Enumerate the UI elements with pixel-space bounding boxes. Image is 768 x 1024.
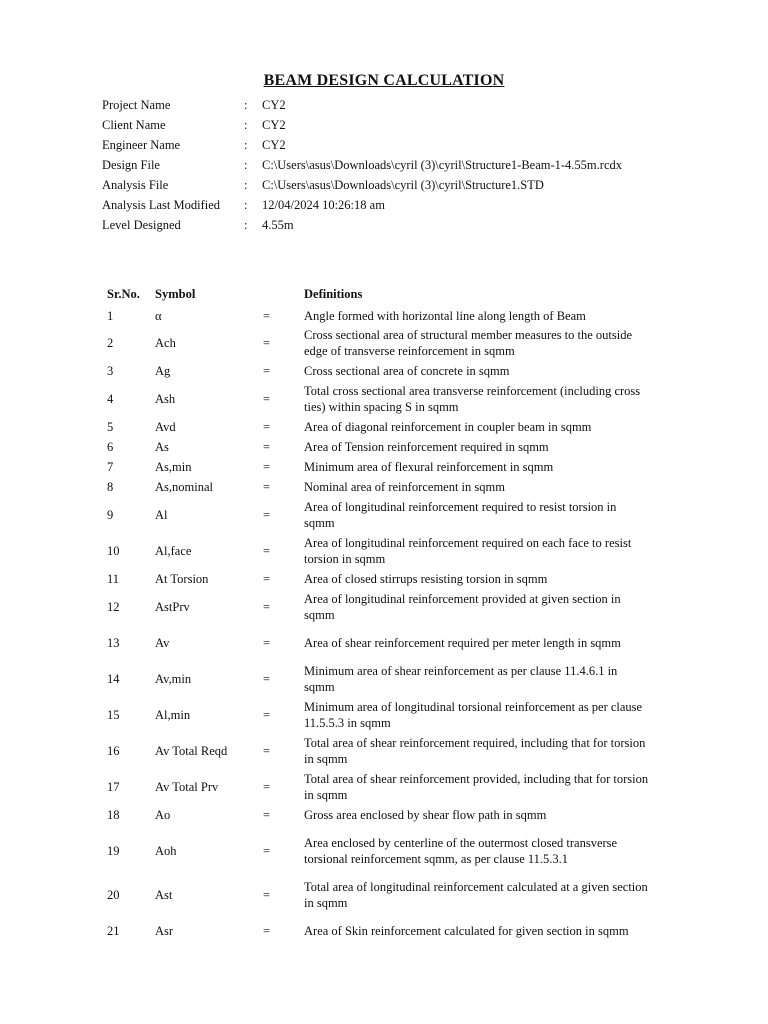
definition-symbol: Ag [155, 364, 171, 378]
definition-equals: = [263, 572, 271, 586]
definition-equals: = [263, 480, 271, 494]
info-label: Project Name [102, 98, 171, 112]
definition-row [107, 769, 652, 805]
definition-symbol: Ach [155, 336, 176, 350]
definition-sr-no: 4 [107, 392, 114, 406]
definition-sr-no: 12 [107, 600, 120, 614]
definition-row [107, 589, 652, 625]
definition-text: Angle formed with horizontal line along length of Beam [304, 308, 586, 323]
definition-text: Total area of shear reinforcement required, including that for torsion in sqmm [304, 736, 646, 766]
definition-equals: = [263, 924, 271, 938]
info-row [102, 217, 662, 233]
definition-sr-no: 7 [107, 460, 114, 474]
definition-row [107, 625, 652, 661]
definition-symbol: α [155, 308, 162, 323]
definition-row [107, 497, 652, 533]
definition-text: Total area of longitudinal reinforcement calculated at a given section in sqmm [304, 880, 648, 910]
definition-sr-no: 18 [107, 808, 120, 822]
info-colon: : [244, 118, 248, 132]
info-row [102, 157, 662, 173]
definition-row [107, 805, 652, 825]
definition-row [107, 306, 652, 325]
definition-text: Area of Tension reinforcement required in sqmm [304, 440, 549, 454]
info-label: Analysis Last Modified [102, 198, 221, 212]
definition-equals: = [263, 672, 271, 686]
info-value: CY2 [262, 98, 286, 112]
definition-text: Cross sectional area of concrete in sqmm [304, 364, 510, 378]
info-colon: : [244, 198, 248, 212]
info-row [102, 97, 662, 113]
definition-text: Minimum area of flexural reinforcement in sqmm [304, 460, 554, 474]
definition-row [107, 661, 652, 697]
definition-symbol: Ash [155, 392, 176, 406]
definition-sr-no: 19 [107, 844, 120, 858]
definition-symbol: Av Total Reqd [155, 744, 228, 758]
info-value: 12/04/2024 10:26:18 am [262, 198, 385, 212]
definition-sr-no: 6 [107, 440, 114, 454]
definition-sr-no: 21 [107, 924, 120, 938]
definition-equals: = [263, 308, 271, 323]
definition-equals: = [263, 744, 271, 758]
info-label: Analysis File [102, 178, 169, 192]
definition-equals: = [263, 600, 271, 614]
info-label: Level Designed [102, 218, 181, 232]
definition-symbol: At Torsion [155, 572, 209, 586]
definition-row [107, 697, 652, 733]
definition-row [107, 913, 652, 949]
definition-row [107, 361, 652, 381]
definition-equals: = [263, 544, 271, 558]
info-row [102, 177, 662, 193]
info-row [102, 137, 662, 153]
info-colon: : [244, 98, 248, 112]
header-spacer [263, 286, 304, 302]
definition-sr-no: 1 [107, 308, 114, 323]
definition-row [107, 477, 652, 497]
definition-row [107, 533, 652, 569]
definition-sr-no: 9 [107, 508, 114, 522]
info-colon: : [244, 138, 248, 152]
definition-symbol: Al,min [155, 708, 191, 722]
definition-symbol: Al [155, 508, 168, 522]
definition-equals: = [263, 808, 271, 822]
definition-text: Total cross sectional area transverse reinforcement (including cross ties) within spacing S in sqmm [304, 384, 641, 414]
page-title: BEAM DESIGN CALCULATION [263, 72, 505, 89]
definition-text: Cross sectional area of structural member measures to the outside edge of transverse reinforcement in sqmm [304, 328, 633, 358]
definition-text: Minimum area of longitudinal torsional reinforcement as per clause 11.5.5.3 in sqmm [304, 700, 643, 730]
definition-text: Nominal area of reinforcement in sqmm [304, 480, 505, 494]
definition-equals: = [263, 364, 271, 378]
definition-equals: = [263, 844, 271, 858]
definition-text: Area of Skin reinforcement calculated for given section in sqmm [304, 924, 629, 938]
definition-text: Area of longitudinal reinforcement provided at given section in sqmm [304, 592, 621, 622]
definitions-body [107, 306, 652, 949]
definition-sr-no: 15 [107, 708, 120, 722]
definition-sr-no: 10 [107, 544, 120, 558]
definition-equals: = [263, 392, 271, 406]
info-row [102, 117, 662, 133]
info-value: CY2 [262, 118, 286, 132]
definitions-table [107, 286, 652, 949]
definition-symbol: As,min [155, 460, 192, 474]
info-label: Engineer Name [102, 138, 181, 152]
definition-symbol: Asr [155, 924, 174, 938]
info-value: C:\Users\asus\Downloads\cyril (3)\cyril\Structure1-Beam-1-4.55m.rcdx [262, 158, 622, 172]
definition-symbol: Al,face [155, 544, 192, 558]
definition-equals: = [263, 440, 271, 454]
definition-sr-no: 3 [107, 364, 114, 378]
header-symbol: Symbol [155, 287, 196, 301]
definition-symbol: Av [155, 636, 170, 650]
definitions-header [107, 286, 652, 302]
definition-sr-no: 2 [107, 336, 114, 350]
definition-equals: = [263, 508, 271, 522]
header-definitions: Definitions [304, 287, 363, 301]
definition-sr-no: 8 [107, 480, 114, 494]
info-value: CY2 [262, 138, 286, 152]
definition-text: Area of longitudinal reinforcement required to resist torsion in sqmm [304, 500, 617, 530]
info-value: 4.55m [262, 218, 294, 232]
info-value: C:\Users\asus\Downloads\cyril (3)\cyril\Structure1.STD [262, 178, 544, 192]
definition-sr-no: 14 [107, 672, 120, 686]
definition-equals: = [263, 636, 271, 650]
definition-row [107, 733, 652, 769]
definition-symbol: Ast [155, 888, 173, 902]
definition-equals: = [263, 888, 271, 902]
definition-text: Minimum area of shear reinforcement as per clause 11.4.6.1 in sqmm [304, 664, 618, 694]
definition-row [107, 825, 652, 877]
definition-symbol: AstPrv [155, 600, 190, 614]
definition-equals: = [263, 460, 271, 474]
definition-sr-no: 16 [107, 744, 120, 758]
definition-text: Area of longitudinal reinforcement required on each face to resist torsion in sqmm [304, 536, 632, 566]
definition-sr-no: 11 [107, 572, 120, 586]
definition-symbol: Av,min [155, 672, 192, 686]
definition-symbol: Aoh [155, 844, 177, 858]
header-sr-no: Sr.No. [107, 287, 140, 301]
definition-sr-no: 13 [107, 636, 120, 650]
project-info-block [102, 97, 662, 237]
definition-symbol: As,nominal [155, 480, 213, 494]
definition-sr-no: 20 [107, 888, 120, 902]
info-label: Client Name [102, 118, 166, 132]
info-label: Design File [102, 158, 160, 172]
definition-row [107, 569, 652, 589]
definition-equals: = [263, 780, 271, 794]
definition-text: Area of closed stirrups resisting torsion in sqmm [304, 572, 548, 586]
definition-symbol: Av Total Prv [155, 780, 219, 794]
definition-row [107, 417, 652, 437]
definition-text: Area of shear reinforcement required per meter length in sqmm [304, 636, 621, 650]
definition-row [107, 437, 652, 457]
definition-row [107, 877, 652, 913]
definition-symbol: Ao [155, 808, 171, 822]
definition-row [107, 457, 652, 477]
definition-sr-no: 17 [107, 780, 120, 794]
definition-equals: = [263, 420, 271, 434]
info-row [102, 197, 662, 213]
definition-symbol: As [155, 440, 169, 454]
definition-row [107, 381, 652, 417]
definition-symbol: Avd [155, 420, 176, 434]
definition-sr-no: 5 [107, 420, 114, 434]
info-colon: : [244, 218, 248, 232]
info-colon: : [244, 178, 248, 192]
definition-text: Total area of shear reinforcement provided, including that for torsion in sqmm [304, 772, 649, 802]
definition-text: Area enclosed by centerline of the outermost closed transverse torsional reinforcement sqmm, as per clause 11.5.3.1 [304, 836, 618, 866]
definition-equals: = [263, 708, 271, 722]
definition-row [107, 325, 652, 361]
info-colon: : [244, 158, 248, 172]
definition-text: Gross area enclosed by shear flow path in sqmm [304, 808, 547, 822]
definition-text: Area of diagonal reinforcement in coupler beam in sqmm [304, 420, 592, 434]
definition-equals: = [263, 336, 271, 350]
